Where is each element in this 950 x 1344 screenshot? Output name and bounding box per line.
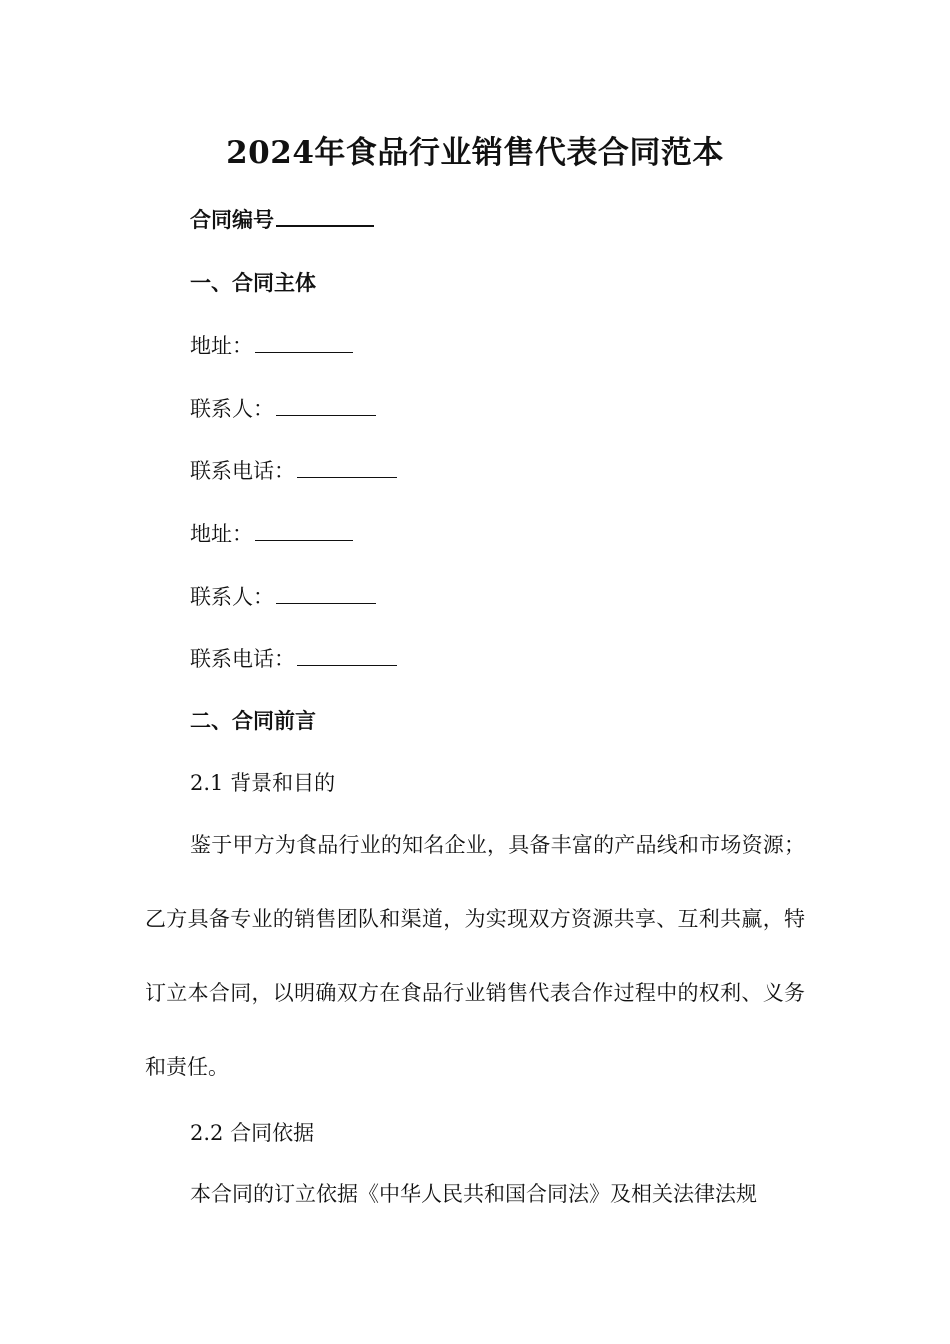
party-b-address-blank[interactable] <box>255 522 353 541</box>
party-b-address-row <box>190 519 353 549</box>
paragraph-2-2: 本合同的订立依据《中华人民共和国合同法》及相关法律法规 <box>190 1182 757 1206</box>
party-a-contact-label: 联系人： <box>190 397 274 421</box>
party-a-address-row <box>190 331 353 361</box>
party-b-contact-label: 联系人： <box>190 585 274 609</box>
party-a-address-blank[interactable] <box>255 334 353 353</box>
contract-number-label: 合同编号 <box>190 207 274 232</box>
party-b-address-label: 地址： <box>190 522 253 546</box>
party-b-contact-row <box>190 582 376 612</box>
paragraph-2-1: 鉴于甲方为食品行业的知名企业，具备丰富的产品线和市场资源；乙方具备专业的销售团队和渠道，为实现双方资源共享、互利共赢，特订立本合同，以明确双方在食品行业销售代表合作过程中的权利、义务和责任。 <box>145 833 805 1079</box>
party-a-contact-blank[interactable] <box>276 397 376 416</box>
document-title: 2024年食品行业销售代表合同范本 <box>226 135 724 171</box>
contract-number-blank[interactable] <box>276 207 374 227</box>
subsection-2-1-heading: 2.1 背景和目的 <box>190 771 336 795</box>
section-heading-preamble: 二、合同前言 <box>190 708 316 733</box>
party-a-phone-label: 联系电话： <box>190 459 295 483</box>
party-b-phone-label: 联系电话： <box>190 647 295 671</box>
section-heading-parties: 一、合同主体 <box>190 270 316 295</box>
party-a-phone-row <box>190 456 397 486</box>
party-b-contact-blank[interactable] <box>276 585 376 604</box>
party-b-phone-blank[interactable] <box>297 647 397 666</box>
party-a-address-label: 地址： <box>190 334 253 358</box>
party-a-phone-blank[interactable] <box>297 459 397 478</box>
subsection-2-2-heading: 2.2 合同依据 <box>190 1121 315 1145</box>
party-a-contact-row <box>190 394 376 424</box>
party-b-phone-row <box>190 644 397 674</box>
contract-number-row <box>190 205 374 235</box>
